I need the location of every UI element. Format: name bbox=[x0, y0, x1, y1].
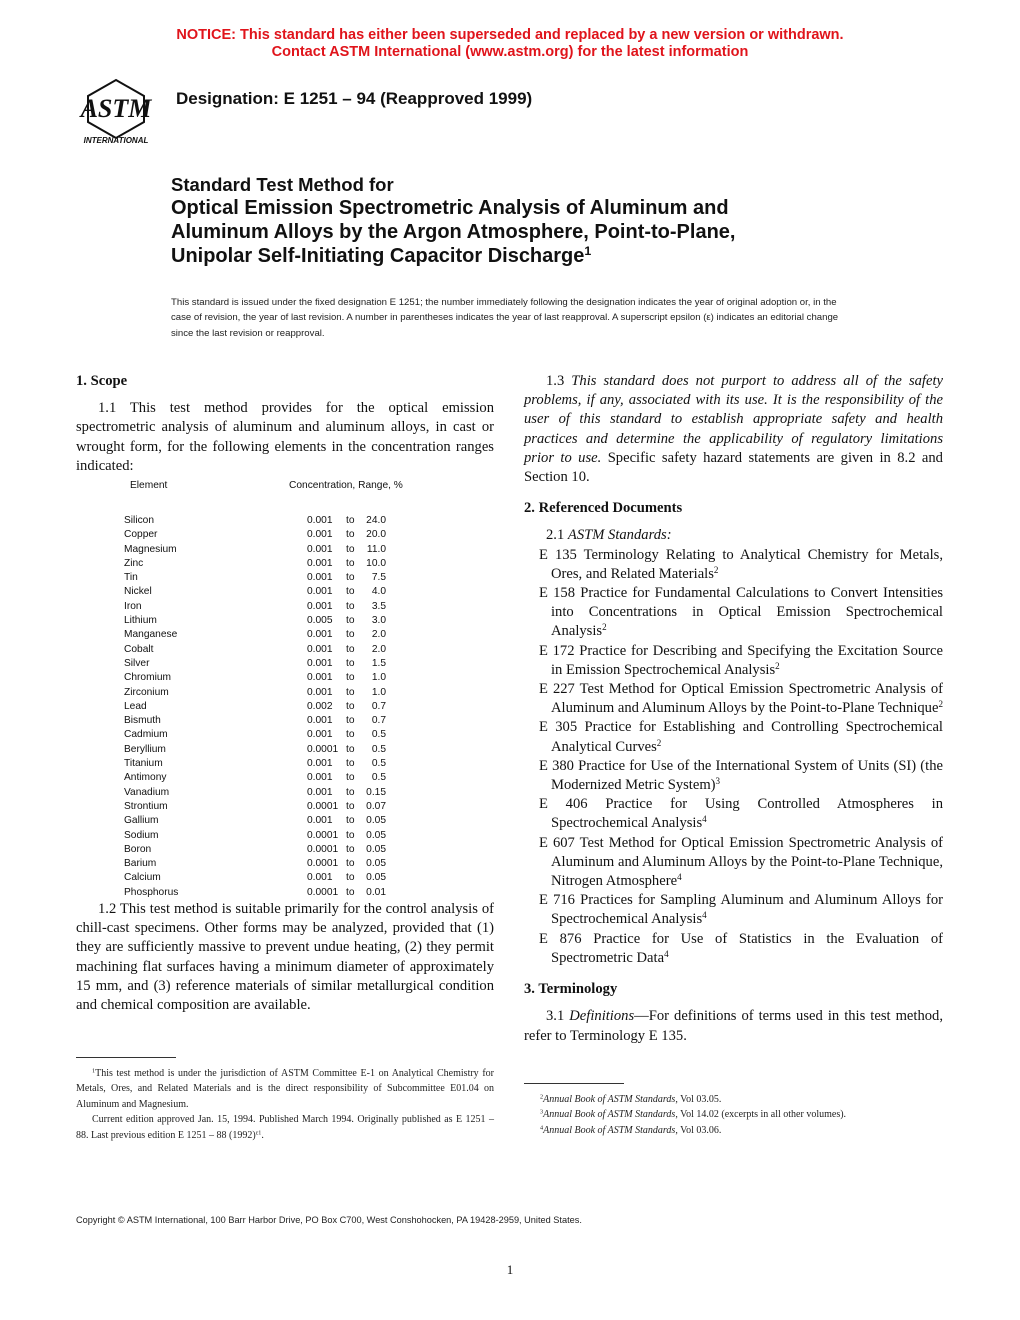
element-name: Copper bbox=[124, 529, 158, 541]
notice-line-2: Contact ASTM International (www.astm.org) for the latest information bbox=[271, 44, 749, 60]
element-row bbox=[76, 728, 496, 742]
range-low: 0.001 bbox=[307, 529, 333, 541]
title-line-4 bbox=[171, 244, 891, 268]
range-to: to bbox=[346, 543, 355, 555]
range-high: 0.7 bbox=[371, 715, 386, 727]
referenced-item-footnote-mark: 2 bbox=[602, 622, 607, 633]
para-1-3-rest: Specific safety hazard statements are given in 8.2 and Section 10. bbox=[524, 449, 943, 486]
referenced-item-footnote-mark: 4 bbox=[664, 948, 669, 959]
element-row bbox=[76, 671, 496, 685]
element-name: Tin bbox=[124, 572, 138, 584]
element-row bbox=[76, 743, 496, 757]
range-to: to bbox=[346, 872, 355, 884]
footnote-mark: 3 bbox=[540, 1109, 544, 1116]
range-high: 0.15 bbox=[366, 786, 386, 798]
element-name: Silver bbox=[124, 657, 150, 669]
range-to: to bbox=[346, 886, 355, 898]
element-name: Lead bbox=[124, 700, 147, 712]
designation: Designation: E 1251 – 94 (Reapproved 1999) bbox=[176, 89, 533, 108]
element-row bbox=[76, 643, 496, 657]
footnote-4 bbox=[524, 1123, 943, 1138]
referenced-item-footnote-mark: 2 bbox=[713, 564, 719, 575]
element-row bbox=[76, 843, 496, 857]
range-to: to bbox=[346, 786, 355, 798]
element-name: Gallium bbox=[124, 815, 159, 827]
element-name: Vanadium bbox=[124, 786, 170, 798]
issued-note: This standard is issued under the fixed designation E 1251; the number immediately following the designation indicates the year of original adoption or, in the case of revision, the year of last revision. A number in parentheses indicates the year of last reapproval. A superscript epsilon (ε) indicates an editorial change since the last revision or reapproval. bbox=[171, 297, 839, 339]
range-to: to bbox=[346, 657, 355, 669]
range-to: to bbox=[346, 729, 355, 741]
element-name: Lithium bbox=[124, 615, 157, 627]
range-low: 0.0001 bbox=[307, 743, 339, 755]
element-row bbox=[76, 800, 496, 814]
footnote-rest: , Vol 14.02 (excerpts in all other volumes). bbox=[675, 1109, 847, 1121]
footnote-italic: Annual Book of ASTM Standards bbox=[543, 1124, 676, 1136]
range-high: 3.0 bbox=[371, 615, 386, 627]
scope-para-1-2: 1.2 This test method is suitable primarily for the control analysis of chill-cast specimens. Other forms may be analyzed, provided that (1) they are sufficiently massive to prevent undue heating, (2) they permit machining flat surfaces having a minimum diameter of approximately 15 mm, and (3) reference materials of similar metallurgical condition and chemical composition are available. bbox=[76, 901, 494, 1014]
referenced-item-text: E 380 Practice for Use of the International System of Units (SI) (the Modernized Metric System) bbox=[539, 757, 943, 794]
element-row bbox=[76, 543, 496, 557]
footnote-1-text: This test method is under the jurisdiction of ASTM Committee E-1 on Analytical Chemistry for Metals, Ores, and Related Materials and is the direct responsibility of Subcommittee E01.04 on Aluminum and Magnesium. bbox=[76, 1068, 494, 1110]
range-low: 0.0001 bbox=[307, 858, 339, 870]
referenced-item-text: E 158 Practice for Fundamental Calculations to Convert Intensities into Concentrations in Optical Emission Spectrochemical Analysis bbox=[539, 585, 943, 640]
range-to: to bbox=[346, 772, 355, 784]
range-high: 1.0 bbox=[371, 672, 386, 684]
astm-logo-icon bbox=[70, 74, 162, 146]
para-1-3-italic: This standard does not purport to address all of the safety problems, if any, associated with its use. It is the responsibility of the user of this standard to establish appropriate safety and health practices and determine the applicability of regulatory limitations prior to use. bbox=[524, 373, 943, 466]
scope-heading: 1. Scope bbox=[76, 373, 128, 389]
range-low: 0.001 bbox=[307, 786, 333, 798]
referenced-heading: 2. Referenced Documents bbox=[524, 500, 683, 517]
range-to: to bbox=[346, 829, 355, 841]
astm-logo bbox=[70, 74, 162, 146]
referenced-item-text: E 227 Test Method for Optical Emission Spectrometric Analysis of Aluminum and Aluminum Alloys by the Point-to-Plane Technique bbox=[539, 681, 943, 717]
range-to: to bbox=[346, 758, 355, 770]
range-high: 0.5 bbox=[371, 772, 386, 784]
range-high: 2.0 bbox=[371, 629, 386, 641]
terminology-number: 3.1 bbox=[546, 1008, 565, 1025]
range-high: 24.0 bbox=[366, 515, 386, 526]
element-row bbox=[76, 771, 496, 785]
range-to: to bbox=[346, 600, 355, 612]
element-row bbox=[76, 857, 496, 871]
element-name: Nickel bbox=[124, 586, 152, 598]
referenced-item-footnote-mark: 4 bbox=[677, 872, 682, 883]
referenced-item-footnote-mark: 2 bbox=[775, 660, 780, 671]
footnote-1-edition bbox=[76, 1112, 494, 1143]
range-high: 3.5 bbox=[371, 600, 386, 612]
range-low: 0.0001 bbox=[307, 843, 339, 855]
element-table-header bbox=[76, 478, 496, 514]
range-to: to bbox=[346, 743, 355, 755]
range-low: 0.001 bbox=[307, 872, 333, 884]
referenced-item-footnote-mark: 2 bbox=[938, 699, 943, 710]
element-row bbox=[76, 528, 496, 542]
element-name: Magnesium bbox=[124, 543, 177, 555]
referenced-item-text: E 305 Practice for Establishing and Controlling Spectrochemical Analytical Curves bbox=[539, 719, 943, 755]
element-name: Zirconium bbox=[124, 686, 169, 698]
range-high: 0.5 bbox=[371, 729, 386, 741]
notice-banner bbox=[0, 27, 1020, 61]
element-row bbox=[76, 714, 496, 728]
title-line-1: Standard Test Method for bbox=[171, 174, 394, 195]
referenced-item-text: E 135 Terminology Relating to Analytical Chemistry for Metals, Ores, and Related Materials bbox=[539, 546, 943, 582]
col-range-header: Concentration, Range, % bbox=[289, 480, 403, 491]
element-name: Manganese bbox=[124, 629, 178, 641]
range-to: to bbox=[346, 586, 355, 598]
range-to: to bbox=[346, 843, 355, 855]
range-high: 0.05 bbox=[366, 843, 386, 855]
element-row bbox=[76, 886, 496, 900]
referenced-item bbox=[524, 930, 943, 968]
range-low: 0.001 bbox=[307, 729, 333, 741]
element-name: Titanium bbox=[124, 758, 163, 770]
range-low: 0.001 bbox=[307, 772, 333, 784]
terminology-heading: 3. Terminology bbox=[524, 981, 618, 998]
terminology-para-3-1 bbox=[524, 1007, 943, 1045]
element-row bbox=[76, 571, 496, 585]
referenced-item-footnote-mark: 4 bbox=[702, 814, 707, 825]
element-name: Boron bbox=[124, 843, 152, 855]
element-name: Zinc bbox=[124, 557, 144, 569]
referenced-item bbox=[524, 680, 943, 718]
element-name: Chromium bbox=[124, 672, 171, 684]
range-to: to bbox=[346, 686, 355, 698]
footnotes-left bbox=[76, 1066, 494, 1143]
element-name: Barium bbox=[124, 858, 157, 870]
referenced-item bbox=[524, 584, 943, 642]
referenced-item bbox=[524, 718, 943, 756]
footnote-rest: , Vol 03.05. bbox=[675, 1094, 722, 1105]
element-row bbox=[76, 757, 496, 771]
range-low: 0.001 bbox=[307, 543, 333, 555]
element-name: Beryllium bbox=[124, 743, 166, 755]
range-high: 11.0 bbox=[366, 543, 386, 555]
range-high: 2.0 bbox=[371, 643, 386, 655]
referenced-sub-number: 2.1 bbox=[546, 527, 565, 544]
referenced-item-footnote-mark: 2 bbox=[656, 737, 662, 748]
range-low: 0.001 bbox=[307, 629, 333, 641]
title-line-3: Aluminum Alloys by the Argon Atmosphere, Point-to-Plane, bbox=[171, 221, 736, 243]
element-row bbox=[76, 686, 496, 700]
range-high: 20.0 bbox=[366, 529, 386, 541]
left-column bbox=[76, 372, 494, 476]
range-high: 0.05 bbox=[366, 872, 386, 884]
range-low: 0.002 bbox=[307, 700, 333, 712]
element-row bbox=[76, 871, 496, 885]
footnote-italic: Annual Book of ASTM Standards bbox=[543, 1109, 676, 1121]
footnote-italic: Annual Book of ASTM Standards bbox=[543, 1094, 676, 1105]
referenced-item-footnote-mark: 4 bbox=[702, 910, 707, 921]
footnote-1 bbox=[76, 1066, 494, 1112]
range-to: to bbox=[346, 515, 355, 526]
range-to: to bbox=[346, 715, 355, 727]
footnote-1-edition-text: Current edition approved Jan. 15, 1994. Published March 1994. Originally published as E 1251 – 88. Last previous edition E 1251 – 88 (1992) bbox=[76, 1114, 494, 1141]
title-line-4-text: Unipolar Self-Initiating Capacitor Discharge bbox=[171, 245, 585, 267]
element-row bbox=[76, 600, 496, 614]
range-low: 0.0001 bbox=[307, 886, 339, 898]
range-to: to bbox=[346, 557, 355, 569]
referenced-item bbox=[524, 546, 943, 584]
range-low: 0.001 bbox=[307, 715, 333, 727]
footnote-rest: , Vol 03.06. bbox=[675, 1124, 722, 1136]
para-1-3-number: 1.3 bbox=[546, 373, 565, 389]
range-high: 0.01 bbox=[366, 886, 386, 898]
title-line-2: Optical Emission Spectrometric Analysis of Aluminum and bbox=[171, 197, 729, 219]
referenced-sub bbox=[524, 526, 943, 545]
element-table bbox=[76, 478, 496, 900]
element-name: Calcium bbox=[124, 872, 161, 884]
range-to: to bbox=[346, 858, 355, 870]
astm-logo-letters: ASTM bbox=[80, 94, 152, 123]
range-low: 0.001 bbox=[307, 586, 333, 598]
scope-para-1-3 bbox=[524, 372, 943, 487]
referenced-item bbox=[524, 834, 943, 892]
element-name: Phosphorus bbox=[124, 886, 179, 898]
element-row bbox=[76, 585, 496, 599]
range-to: to bbox=[346, 643, 355, 655]
range-low: 0.001 bbox=[307, 600, 333, 612]
title-footnote-mark: 1 bbox=[584, 244, 592, 259]
element-row bbox=[76, 657, 496, 671]
range-to: to bbox=[346, 615, 355, 627]
footnotes-right bbox=[524, 1092, 943, 1138]
referenced-item-footnote-mark: 3 bbox=[715, 776, 721, 787]
referenced-item-text: E 716 Practices for Sampling Aluminum and Aluminum Alloys for Spectrochemical Analysis bbox=[539, 892, 943, 928]
notice-line-1: NOTICE: This standard has either been superseded and replaced by a new version or withdrawn. bbox=[176, 27, 844, 43]
element-row bbox=[76, 628, 496, 642]
element-row bbox=[76, 700, 496, 714]
range-to: to bbox=[346, 815, 355, 827]
range-high: 1.5 bbox=[371, 657, 386, 669]
element-name: Cobalt bbox=[124, 643, 154, 655]
footnote-mark: 2 bbox=[540, 1093, 544, 1101]
range-high: 4.0 bbox=[371, 586, 386, 598]
footnote-1-edition-end: . bbox=[261, 1129, 264, 1141]
element-row bbox=[76, 786, 496, 800]
footnote-rule-left bbox=[76, 1057, 176, 1058]
range-high: 0.5 bbox=[371, 743, 386, 755]
element-row bbox=[76, 814, 496, 828]
footnote-2 bbox=[524, 1092, 943, 1107]
element-name: Cadmium bbox=[124, 729, 168, 741]
referenced-list bbox=[524, 546, 943, 968]
referenced-item bbox=[524, 642, 943, 680]
range-low: 0.001 bbox=[307, 758, 333, 770]
range-low: 0.001 bbox=[307, 672, 333, 684]
footnote-3 bbox=[524, 1107, 943, 1122]
referenced-item bbox=[524, 891, 943, 929]
footnote-1-edition-mark: ε1 bbox=[255, 1129, 262, 1137]
range-high: 0.05 bbox=[366, 815, 386, 827]
referenced-item-text: E 607 Test Method for Optical Emission Spectrometric Analysis of Aluminum and Aluminum Alloys by the Point-to-Plane Technique, Nitrogen Atmosphere bbox=[539, 834, 943, 890]
terminology-italic: Definitions bbox=[569, 1008, 635, 1025]
referenced-item bbox=[524, 757, 943, 795]
referenced-item-text: E 172 Practice for Describing and Specifying the Excitation Source in Emission Spectrochemical Analysis bbox=[539, 642, 943, 678]
range-low: 0.001 bbox=[307, 657, 333, 669]
range-low: 0.001 bbox=[307, 643, 333, 655]
referenced-sub-italic: ASTM Standards: bbox=[567, 527, 672, 544]
range-to: to bbox=[346, 572, 355, 584]
footnote-mark: 4 bbox=[540, 1124, 544, 1132]
range-low: 0.0001 bbox=[307, 800, 339, 812]
right-column bbox=[524, 372, 943, 1046]
footnote-rule-right bbox=[524, 1083, 624, 1084]
range-low: 0.0001 bbox=[307, 829, 339, 841]
copyright-line: Copyright © ASTM International, 100 Barr Harbor Drive, PO Box C700, West Conshohocken, PA 19428-2959, United States. bbox=[76, 1215, 582, 1225]
range-to: to bbox=[346, 800, 355, 812]
range-to: to bbox=[346, 629, 355, 641]
range-high: 0.07 bbox=[366, 800, 386, 812]
range-high: 0.5 bbox=[371, 758, 386, 770]
range-high: 1.0 bbox=[371, 686, 386, 698]
range-to: to bbox=[346, 700, 355, 712]
range-high: 0.05 bbox=[366, 829, 386, 841]
document-title bbox=[171, 174, 891, 268]
range-to: to bbox=[346, 672, 355, 684]
range-high: 10.0 bbox=[366, 557, 386, 569]
element-table-body bbox=[76, 514, 496, 900]
range-low: 0.001 bbox=[307, 686, 333, 698]
element-name: Sodium bbox=[124, 829, 159, 841]
element-row bbox=[76, 557, 496, 571]
page-number: 1 bbox=[506, 1262, 514, 1277]
element-name: Strontium bbox=[124, 800, 168, 812]
range-high: 0.05 bbox=[366, 858, 386, 870]
element-name: Antimony bbox=[124, 772, 167, 784]
element-name: Bismuth bbox=[124, 715, 161, 727]
element-name: Iron bbox=[124, 600, 142, 612]
range-high: 0.7 bbox=[371, 700, 386, 712]
referenced-item bbox=[524, 795, 943, 833]
range-low: 0.001 bbox=[307, 815, 333, 827]
element-row bbox=[76, 514, 496, 528]
range-low: 0.001 bbox=[307, 572, 333, 584]
element-name: Silicon bbox=[124, 515, 155, 526]
left-column-lower bbox=[76, 900, 494, 1015]
range-low: 0.005 bbox=[307, 615, 333, 627]
footnote-1-mark: 1 bbox=[92, 1067, 96, 1075]
referenced-item-text: E 406 Practice for Using Controlled Atmospheres in Spectrochemical Analysis bbox=[539, 796, 943, 832]
range-low: 0.001 bbox=[307, 515, 333, 526]
terminology-rest: —For definitions of terms used in this test method, refer to Terminology E 135. bbox=[524, 1008, 943, 1044]
referenced-item-text: E 876 Practice for Use of Statistics in the Evaluation of Spectrometric Data bbox=[539, 930, 943, 966]
range-to: to bbox=[346, 529, 355, 541]
col-element-header: Element bbox=[130, 480, 168, 491]
scope-para-1-1: 1.1 This test method provides for the optical emission spectrometric analysis of aluminum and aluminum alloys, in cast or wrought form, for the following elements in the concentration ranges indicated: bbox=[76, 400, 494, 474]
element-row bbox=[76, 829, 496, 843]
element-row bbox=[76, 614, 496, 628]
astm-logo-caption: INTERNATIONAL bbox=[83, 136, 149, 145]
range-low: 0.001 bbox=[307, 557, 333, 569]
range-high: 7.5 bbox=[371, 572, 386, 584]
